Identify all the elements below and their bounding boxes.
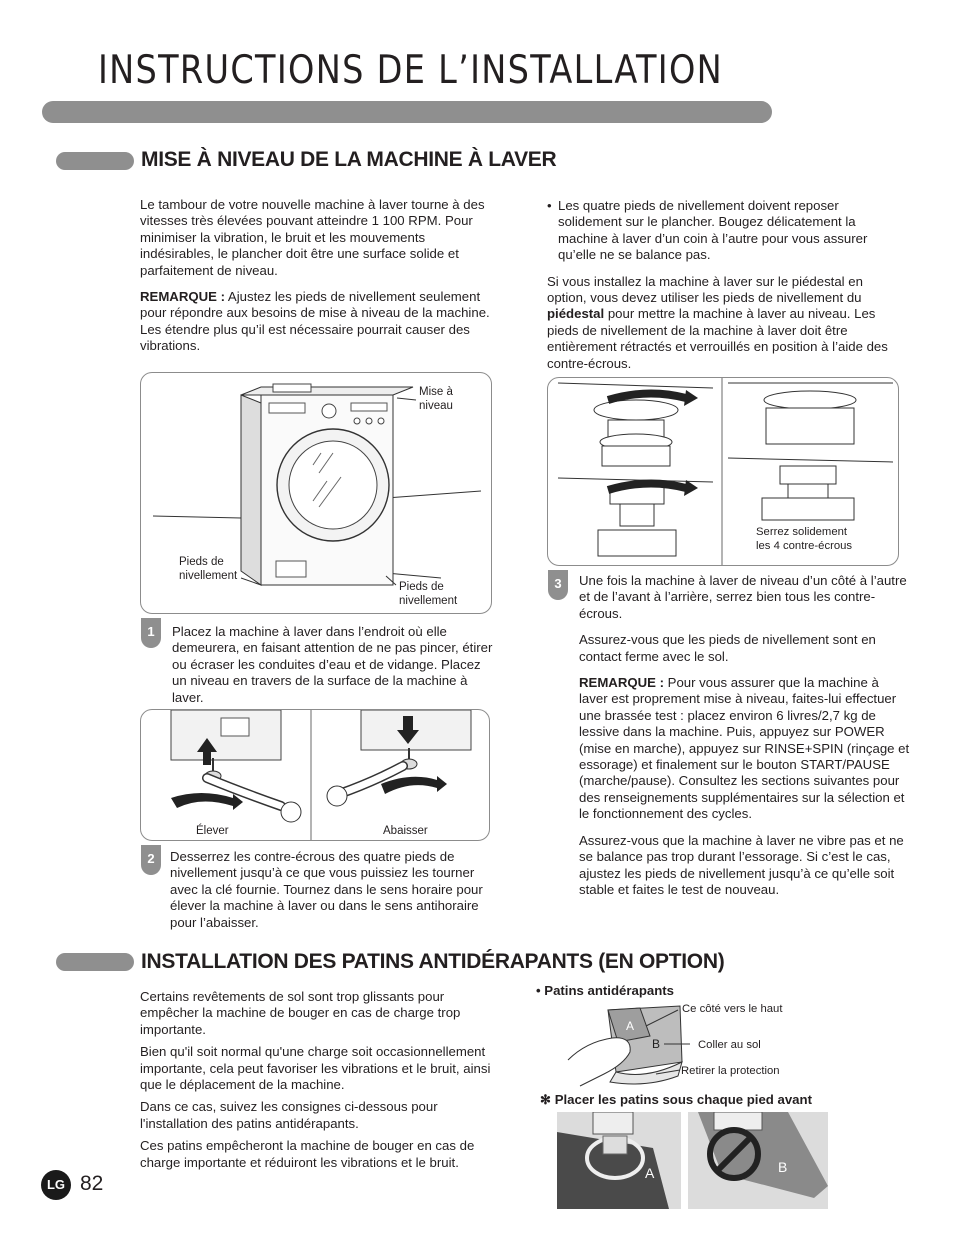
step-3-remark: [579, 675, 911, 823]
pad-b-drawing: [688, 1112, 828, 1209]
label-remove-protection: Retirer la protection: [681, 1065, 780, 1077]
washer-illustration: [140, 372, 492, 614]
lg-logo: LG: [41, 1170, 71, 1200]
pedestal-paragraph: [547, 274, 903, 372]
page-title: INSTRUCTIONS DE L’INSTALLATION: [98, 48, 724, 93]
section-marker: [56, 953, 134, 971]
step-number-1: 1: [141, 618, 161, 648]
pad-photo-letter-b: B: [778, 1159, 788, 1175]
pads-text-block: [140, 989, 506, 1171]
pad-photo-b: [688, 1112, 828, 1209]
pads-p3: Dans ce cas, suivez les consignes ci-dessous pour l'installation des patins antidérapants.: [140, 1099, 438, 1131]
remark-label: REMARQUE :: [140, 289, 225, 305]
section-heading-pads: INSTALLATION DES PATINS ANTIDÉRAPANTS (EN OPTION): [141, 950, 725, 973]
header-bar: [42, 101, 772, 123]
label-tighten: Serrez solidement les 4 contre-écrous: [756, 526, 853, 552]
pad-photo-letter-a: A: [645, 1165, 655, 1181]
pad-letter-a: A: [626, 1019, 635, 1033]
step-3-p2: Assurez-vous que les pieds de nivellement sont en contact ferme avec le sol.: [579, 632, 876, 664]
pad-a-drawing: [557, 1112, 681, 1209]
pad-letter-b: B: [652, 1037, 661, 1051]
step-2-text: Desserrez les contre-écrous des quatre pieds de nivellement jusqu’à ce que vous puissiez les tourner avec la clé fournie. Tournez dans le sens horaire pour élever la machine à laver ou dans le sens antihoraire pour l’abaisser.: [170, 849, 483, 930]
step-number-2: 2: [141, 845, 161, 875]
step-3-p4: Assurez-vous que la machine à laver ne vibre pas et ne se balance pas trop durant l’essorage. Si c’est le cas, ajustez les pieds de nivellement jusqu’à ce qu’elle soit stable et faites le test de nouveau.: [579, 832, 904, 897]
pads-p4: Ces patins empêcheront la machine de bouger en cas de charge importante et réduiront les vibrations et le bruit.: [140, 1138, 475, 1170]
bullet-text: Les quatre pieds de nivellement doivent reposer solidement sur le plancher. Bougez délicatement la machine à laver d’un coin à l’autre pour vous assurer qu’elle ne se balance pas.: [558, 198, 868, 263]
remark-text: Ajustez les pieds de nivellement seulement pour répondre aux besoins de mise à niveau de la machine. Les étendre plus qu’il est nécessaire pourrait causer des vibrations.: [140, 289, 490, 354]
pads-title: • Patins antidérapants: [536, 983, 674, 998]
pedestal-text-a: Si vous installez la machine à laver sur le piédestal en option, vous devez utiliser les pieds de nivellement du: [547, 273, 863, 306]
step-3-text: [579, 573, 911, 908]
intro-text-block: [140, 197, 498, 365]
label-lower: Abaisser: [383, 825, 428, 837]
intro-paragraph: Le tambour de votre nouvelle machine à laver tourne à des vitesses très élevées pouvant atteindre 1 100 RPM. Pour minimiser la vibration, le bruit et les mouvements indésirables, le plancher doit être une surface solide et parfaitement de niveau.: [140, 197, 485, 278]
leveling-feet-illustration: [547, 377, 899, 566]
section-marker: [56, 152, 134, 170]
label-this-side-up: Ce côté vers le haut: [682, 1003, 783, 1015]
pad-peeling-drawing: [560, 1002, 690, 1088]
step-3-remark-text: Pour vous assurer que la machine à laver est proprement mise à niveau, faites-lui effectuer une brassée test : placez environ 6 livres/2,7 kg de lessive dans la machine. Puis, appuyez sur POWER (mise en marche), appuyez sur RINSE+SPIN (rinçage et essorage) et finalement sur le bouton START/PAUSE (marche/pause). Consultez les sections suivantes pour des renseignements supplémentaires sur la sélection et le fonctionnement des cycles.: [579, 675, 910, 822]
label-feet-left: Pieds de nivellement: [179, 556, 238, 582]
right-text-block: [547, 198, 903, 372]
wrench-illustration: [140, 709, 490, 841]
label-level: Mise à niveau: [419, 386, 453, 412]
wrench-drawing: [141, 710, 489, 840]
label-feet-right: Pieds de nivellement: [399, 581, 458, 607]
remark-paragraph: [140, 289, 498, 355]
section-heading-leveling: MISE À NIVEAU DE LA MACHINE À LAVER: [141, 148, 557, 171]
pads-p1: Certains revêtements de sol sont trop glissants pour empêcher la machine de bouger en cas de charge trop importante.: [140, 989, 461, 1037]
label-stick-floor: Coller au sol: [698, 1039, 761, 1051]
step-1-text: Placez la machine à laver dans l’endroit où elle demeurera, en faisant attention de ne pas pincer, étirer ou écraser les conduites d’eau et de vidange. Placez un niveau en travers de la surface de la machine à laver.: [172, 624, 493, 705]
pad-photo-a: [557, 1112, 681, 1209]
pedestal-bold: piédestal: [547, 306, 605, 322]
place-pads-title: ✻ Placer les patins sous chaque pied avant: [540, 1092, 812, 1107]
bullet-dot: •: [547, 198, 552, 213]
pads-p2: Bien qu'il soit normal qu'une charge soit occasionnellement importante, cela peut favoriser les vibrations et le bruit, ainsi que le déplacement de la machine.: [140, 1044, 491, 1093]
pedestal-text-b: pour mettre la machine à laver au niveau. Les pieds de nivellement de la machine à laver doit être entièrement rétractés et verrouillés en position à l’aide des contre-écrous.: [547, 306, 888, 371]
step-3-remark-label: REMARQUE :: [579, 675, 664, 691]
bullet-item: [547, 198, 903, 264]
step-number-3: 3: [548, 570, 568, 600]
label-raise: Élever: [196, 825, 229, 837]
page-number: 82: [80, 1172, 104, 1195]
step-3-p1: Une fois la machine à laver de niveau d’un côté à l’autre et de l’avant à l’arrière, serrez bien tous les contre-écrous.: [579, 573, 907, 621]
